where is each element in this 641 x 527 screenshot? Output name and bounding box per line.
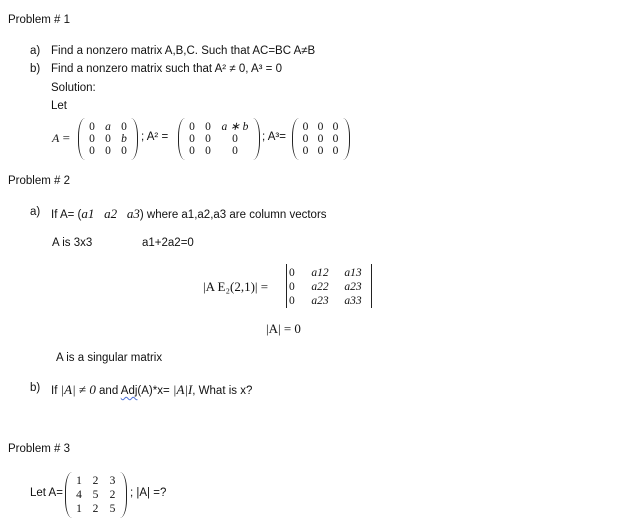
part-b-text: Find a nonzero matrix such that A² ≠ 0, A³ = 0: [51, 63, 282, 75]
determinant-label: |A E₂(2,1)| =: [203, 279, 269, 294]
a-cubed-label: ; A³=: [262, 131, 286, 143]
matrix-a-problem-3-grid: 1 2 3 4 5 2 1 2 5: [76, 475, 116, 515]
part-b-label: b): [30, 382, 41, 394]
size-note: A is 3x3: [52, 237, 93, 249]
determinant-matrix: [286, 264, 372, 308]
part-b-text: If |A| ≠ 0 and Adj(A)*x= |A|I, What is x?: [51, 382, 253, 397]
part-a-label: a): [30, 206, 41, 218]
a-squared-label: ; A² =: [141, 131, 169, 143]
problem-2-heading: Problem # 2: [8, 175, 71, 187]
problem-3-heading: Problem # 3: [8, 443, 71, 455]
spellcheck-word: Adj: [120, 385, 138, 397]
part-a-text: Find a nonzero matrix A,B,C. Such that AC=BC A≠B: [51, 45, 316, 57]
part-a-label: a): [30, 45, 41, 57]
matrix-a-cubed: [292, 118, 350, 160]
matrix-a-cubed-grid: 0 0 0 0 0 0 0 0 0: [302, 121, 339, 157]
det-a-equals-zero: |A| = 0: [266, 321, 301, 336]
determinant-grid: 0 a12 a13 0 a22 a23 0 a23 a33: [289, 267, 362, 307]
let-label: Let: [51, 100, 67, 112]
column-relation: a1+2a2=0: [142, 237, 194, 249]
solution-label: Solution:: [51, 82, 96, 94]
determinant-question: ; |A| =?: [130, 487, 167, 499]
matrix-a-problem-3: [65, 472, 127, 518]
singular-note: A is a singular matrix: [56, 352, 163, 364]
let-a-label: Let A=: [30, 487, 63, 499]
problem-1-heading: Problem # 1: [8, 14, 71, 26]
part-a-text: If A= (a1 a2 a3) where a1,a2,a3 are column vectors: [51, 206, 327, 221]
part-b-label: b): [30, 63, 41, 75]
matrix-a-grid: 0 a 0 0 0 b 0 0 0: [89, 121, 127, 157]
matrix-a-label: A =: [52, 130, 70, 145]
matrix-a: [78, 118, 138, 160]
matrix-a-squared: [178, 118, 260, 160]
matrix-a-squared-grid: 0 0 a ∗ b 0 0 0 0 0 0: [189, 121, 249, 157]
